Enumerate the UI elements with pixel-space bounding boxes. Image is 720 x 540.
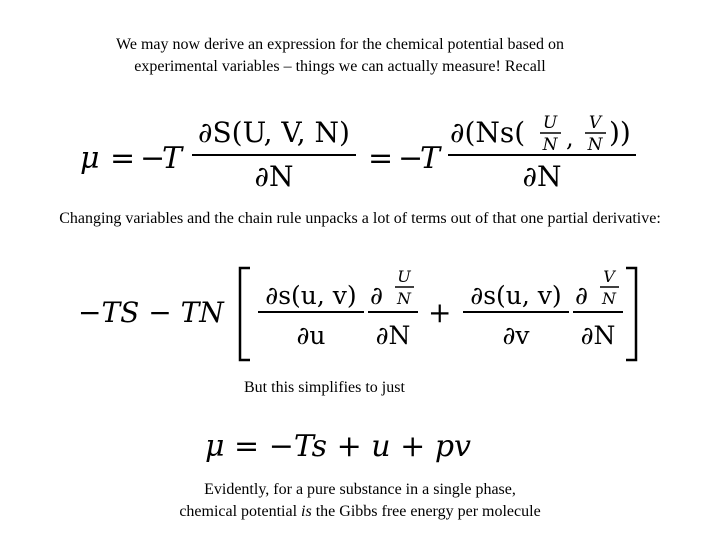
conclusion-line-1: Evidently, for a pure substance in a single phase, <box>204 481 516 498</box>
inner-fraction-v: V <box>588 113 602 133</box>
intro-text <box>40 34 640 78</box>
temperature-symbol: T <box>162 141 183 176</box>
equation-chemical-potential <box>0 100 720 200</box>
denominator-partial-n: ∂N <box>254 160 294 193</box>
plus-sign: + <box>428 296 452 329</box>
conclusion-text <box>60 479 660 523</box>
inner-fraction-n: N <box>542 135 558 155</box>
simplify-text: But this simplifies to just <box>244 379 405 396</box>
minus-sign: − <box>398 141 424 176</box>
numerator-entropy: ∂S(U, V, N) <box>198 116 350 149</box>
conclusion-line-2 <box>60 501 660 523</box>
conclusion-line-2-end: the Gibbs free energy per molecule <box>311 503 541 520</box>
left-bracket <box>240 268 250 360</box>
partial-v-denominator: ∂v <box>502 321 530 350</box>
v-over-n-numerator: V <box>603 267 615 286</box>
inner-fraction-u: U <box>542 113 558 133</box>
partial-s-v-numerator: ∂s(u, v) <box>470 281 562 310</box>
equation-result <box>0 418 720 478</box>
partial-s-u-numerator: ∂s(u, v) <box>265 281 357 310</box>
mu-symbol: μ <box>80 141 100 176</box>
equals-sign: = <box>368 141 394 176</box>
comma: , <box>566 124 574 152</box>
partial-symbol: ∂ <box>575 281 588 310</box>
partial-symbol: ∂ <box>370 281 383 310</box>
temperature-symbol: T <box>420 141 441 176</box>
emphasis-is: is <box>301 503 312 520</box>
partial-u-denominator: ∂u <box>296 321 326 350</box>
intro-line-2: experimental variables – things we can actually measure! Recall <box>134 58 546 75</box>
denominator-partial-n: ∂N <box>522 160 562 193</box>
equation-chain-rule <box>0 260 720 370</box>
partial-n-denominator: ∂N <box>580 321 616 350</box>
chain-rule-text: Changing variables and the chain rule unpacks a lot of terms out of that one partial derivative: <box>59 210 661 227</box>
u-over-n-numerator: U <box>397 267 411 286</box>
conclusion-line-2-start: chemical potential <box>179 503 302 520</box>
v-over-n-denominator: N <box>602 289 616 308</box>
numerator-ns-open: ∂(Ns( <box>450 116 526 149</box>
u-over-n-denominator: N <box>397 289 411 308</box>
partial-n-denominator: ∂N <box>375 321 411 350</box>
numerator-ns-close: )) <box>609 116 631 149</box>
minus-sign: − <box>140 141 166 176</box>
intro-line-1: We may now derive an expression for the chemical potential based on <box>116 36 564 53</box>
equals-sign: = <box>110 141 136 176</box>
result-formula: μ = −Ts + u + pv <box>205 429 471 464</box>
lead-terms: −TS − TN <box>78 296 224 329</box>
inner-fraction-n: N <box>587 135 603 155</box>
right-bracket <box>626 268 636 360</box>
